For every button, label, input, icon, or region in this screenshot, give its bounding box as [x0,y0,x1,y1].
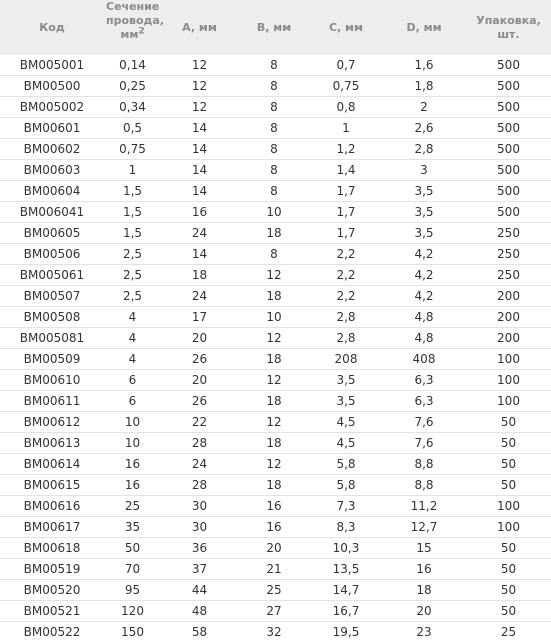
cell-code: BM00520 [0,580,104,601]
cell-a: 36 [161,538,238,559]
cell-package: 50 [466,538,551,559]
cell-wire-section: 95 [104,580,161,601]
cell-code: BM005081 [0,328,104,349]
cell-c: 19,5 [310,622,382,642]
cell-code: BM00509 [0,349,104,370]
cell-a: 22 [161,412,238,433]
cell-wire-section: 10 [104,412,161,433]
cell-a: 28 [161,433,238,454]
cell-a: 12 [161,76,238,97]
cell-a: 44 [161,580,238,601]
cell-code: BM00618 [0,538,104,559]
cell-c: 0,7 [336,58,356,72]
cell-wire-section: 10 [104,433,161,454]
cell-b: 10 [238,202,310,223]
cell-c: 1,7 [310,223,382,244]
cell-a: 58 [161,622,238,642]
cell-package: 50 [466,475,551,496]
cell-package: 250 [466,265,551,286]
cell-wire-section: 2,5 [104,244,161,265]
cell-d: 3,5 [382,223,466,244]
cell-c: 2,2 [310,244,382,265]
cell-package: 250 [466,223,551,244]
cell-b: 18 [238,391,310,412]
header-section-superscript: 2 [138,26,145,37]
cell-c: 208 [310,349,382,370]
table-row [0,139,551,160]
cell-package: 50 [466,412,551,433]
table-row [0,223,551,244]
cell-b: 18 [238,475,310,496]
cell-a: 12 [191,58,208,72]
cell-package: 500 [466,139,551,160]
table-row [0,160,551,181]
cell-wire-section: 0,5 [104,118,161,139]
cell-code: BM00616 [0,496,104,517]
cell-d: 12,7 [382,517,466,538]
cell-b: 8 [270,58,278,72]
cell-code: BM00519 [0,559,104,580]
cell-code: BM00602 [0,139,104,160]
table-row [0,370,551,391]
cell-wire-section: 1,5 [104,181,161,202]
cell-package: 500 [497,58,520,72]
cell-d: 4,2 [382,265,466,286]
cell-b: 16 [238,517,310,538]
cell-c: 13,5 [310,559,382,580]
cell-d: 23 [382,622,466,642]
table-body [0,55,551,642]
cell-c: 16,7 [310,601,382,622]
table-row [0,412,551,433]
cell-package: 200 [466,307,551,328]
cell-b: 8 [238,181,310,202]
cell-d: 3 [382,160,466,181]
cell-wire-section: 35 [104,517,161,538]
cell-wire-section: 4 [104,349,161,370]
cell-code: BM00603 [0,160,104,181]
cell-package: 500 [466,202,551,223]
table-row [0,202,551,223]
cell-code: BM00615 [0,475,104,496]
table-row [0,55,551,76]
cell-package: 100 [466,391,551,412]
cell-wire-section: 50 [104,538,161,559]
cell-b: 8 [238,76,310,97]
cell-package: 200 [466,286,551,307]
cell-c: 0,75 [310,76,382,97]
cell-b: 8 [238,97,310,118]
cell-c: 7,3 [310,496,382,517]
cell-package: 50 [466,601,551,622]
cell-a: 16 [161,202,238,223]
cell-a: 26 [161,349,238,370]
cell-a: 30 [161,496,238,517]
cell-d: 3,5 [382,202,466,223]
cell-code: BM00521 [0,601,104,622]
cell-code: BM006041 [0,202,104,223]
cell-d: 6,3 [382,391,466,412]
cell-d: 4,2 [382,286,466,307]
cell-a: 14 [161,244,238,265]
cell-b: 20 [238,538,310,559]
header-section-line3: мм [120,28,139,41]
cell-c: 1 [310,118,382,139]
cell-package: 100 [466,517,551,538]
cell-a: 26 [161,391,238,412]
cell-a: 17 [161,307,238,328]
cell-c: 5,8 [310,475,382,496]
cell-a: 18 [161,265,238,286]
table-row [0,496,551,517]
cell-package: 250 [466,244,551,265]
cell-c: 1,7 [310,202,382,223]
cell-package: 500 [466,181,551,202]
cell-code: BM00614 [0,454,104,475]
table-row [0,118,551,139]
cell-code: BM00506 [0,244,104,265]
cell-d: 3,5 [382,181,466,202]
cell-code: BM00522 [0,622,104,642]
cell-d: 7,6 [382,412,466,433]
cell-d: 4,8 [382,307,466,328]
table-row [0,454,551,475]
cell-d: 6,3 [382,370,466,391]
cell-d: 8,8 [382,454,466,475]
cell-d: 16 [382,559,466,580]
cell-b: 10 [238,307,310,328]
cell-b: 12 [238,412,310,433]
cell-wire-section: 0,34 [104,97,161,118]
table-row [0,391,551,412]
cell-d: 408 [382,349,466,370]
cell-b: 12 [238,265,310,286]
cell-b: 12 [238,454,310,475]
cell-wire-section: 25 [104,496,161,517]
cell-d: 2 [382,97,466,118]
header-wire-section [104,0,165,55]
cell-code: BM005001 [19,58,85,72]
cell-a: 37 [161,559,238,580]
cell-b: 21 [238,559,310,580]
header-d: D, мм [382,0,466,55]
cell-b: 12 [238,328,310,349]
cell-wire-section: 1,5 [104,223,161,244]
cell-package: 50 [466,580,551,601]
cell-a: 20 [161,328,238,349]
header-package-line2: шт. [497,27,520,41]
table-row [0,76,551,97]
cell-d: 11,2 [382,496,466,517]
cell-c: 2,8 [310,307,382,328]
cell-wire-section: 2,5 [104,265,161,286]
cell-d: 2,8 [382,139,466,160]
cell-a: 48 [161,601,238,622]
cell-b: 8 [238,139,310,160]
cell-code: BM00613 [0,433,104,454]
table-row [0,538,551,559]
cell-wire-section: 0,75 [104,139,161,160]
cell-code: BM00610 [0,370,104,391]
cell-code: BM00617 [0,517,104,538]
table-row [0,349,551,370]
header-section-line1: Сечение [106,0,160,13]
table-row [0,622,551,642]
cell-wire-section: 6 [104,391,161,412]
cell-package: 100 [466,349,551,370]
table-row [0,601,551,622]
cell-a: 20 [161,370,238,391]
cell-wire-section: 70 [104,559,161,580]
cell-b: 16 [238,496,310,517]
cell-c: 2,2 [310,286,382,307]
cell-c: 1,4 [310,160,382,181]
cell-b: 8 [238,160,310,181]
cell-d: 4,2 [382,244,466,265]
cell-code: BM00500 [0,76,104,97]
cell-d: 2,6 [382,118,466,139]
cell-package: 50 [466,454,551,475]
cell-b: 8 [238,244,310,265]
cell-d: 15 [382,538,466,559]
cell-package: 25 [466,622,551,642]
cell-c: 5,8 [310,454,382,475]
cell-c: 4,5 [310,433,382,454]
table-row [0,97,551,118]
cell-code: BM005061 [0,265,104,286]
cell-code: BM005002 [0,97,104,118]
cell-wire-section: 6 [104,370,161,391]
cell-d: 7,6 [382,433,466,454]
cell-b: 25 [238,580,310,601]
cell-c: 2,2 [310,265,382,286]
cell-c: 2,8 [310,328,382,349]
cell-code: BM00507 [0,286,104,307]
cell-wire-section: 0,25 [104,76,161,97]
header-code: Код [0,0,104,55]
cell-d: 4,8 [382,328,466,349]
cell-d: 8,8 [382,475,466,496]
cell-c: 1,2 [310,139,382,160]
header-row [0,0,551,55]
header-b: B, мм [238,0,310,55]
header-section-line2: провода, [106,14,165,27]
cell-package: 500 [466,76,551,97]
cell-code: BM00612 [0,412,104,433]
cell-a: 14 [161,181,238,202]
cell-a: 14 [161,118,238,139]
cell-code: BM00601 [0,118,104,139]
header-c: C, мм [310,0,382,55]
cell-c: 14,7 [310,580,382,601]
cell-wire-section: 0,14 [119,58,146,72]
cell-package: 200 [466,328,551,349]
cell-a: 12 [161,97,238,118]
cell-b: 32 [238,622,310,642]
cell-c: 1,7 [310,181,382,202]
cell-wire-section: 1 [104,160,161,181]
cell-c: 3,5 [310,391,382,412]
cell-a: 24 [161,454,238,475]
cell-package: 500 [466,160,551,181]
table-row [0,517,551,538]
cell-a: 24 [161,286,238,307]
cell-c: 3,5 [310,370,382,391]
cell-a: 30 [161,517,238,538]
cell-code: BM00604 [0,181,104,202]
cell-d: 20 [382,601,466,622]
cell-d: 1,8 [382,76,466,97]
cell-b: 12 [238,370,310,391]
cell-b: 27 [238,601,310,622]
cell-a: 24 [161,223,238,244]
cell-b: 18 [238,286,310,307]
table-row [0,559,551,580]
table-row [0,433,551,454]
cell-c: 4,5 [310,412,382,433]
table-row [0,475,551,496]
header-package-line1: Упаковка, [476,13,541,27]
cell-wire-section: 4 [104,307,161,328]
cell-package: 100 [466,496,551,517]
table-row [0,265,551,286]
cell-package: 50 [466,433,551,454]
cell-d: 1,6 [414,58,434,72]
cell-d: 18 [382,580,466,601]
cell-b: 18 [238,223,310,244]
table-row [0,286,551,307]
cell-b: 8 [238,118,310,139]
header-a: A, мм [161,0,238,55]
cell-c: 0,8 [310,97,382,118]
cell-wire-section: 16 [104,454,161,475]
table-row [0,181,551,202]
cell-package: 100 [466,370,551,391]
table-row [0,328,551,349]
table-header [0,0,551,55]
header-package [466,0,551,55]
cell-c: 10,3 [310,538,382,559]
cell-code: BM00611 [0,391,104,412]
cell-wire-section: 150 [104,622,161,642]
cell-package: 500 [466,118,551,139]
cell-package: 50 [466,559,551,580]
table-row [0,244,551,265]
cell-a: 14 [161,160,238,181]
cell-wire-section: 16 [104,475,161,496]
cell-a: 28 [161,475,238,496]
table-row [0,580,551,601]
cell-wire-section: 1,5 [104,202,161,223]
cell-wire-section: 120 [104,601,161,622]
cell-b: 18 [238,433,310,454]
cell-package: 500 [466,97,551,118]
cell-code: BM00508 [0,307,104,328]
cell-c: 8,3 [310,517,382,538]
cell-b: 18 [238,349,310,370]
table-row [0,307,551,328]
cell-wire-section: 4 [104,328,161,349]
cell-a: 14 [161,139,238,160]
cell-wire-section: 2,5 [104,286,161,307]
cell-code: BM00605 [0,223,104,244]
